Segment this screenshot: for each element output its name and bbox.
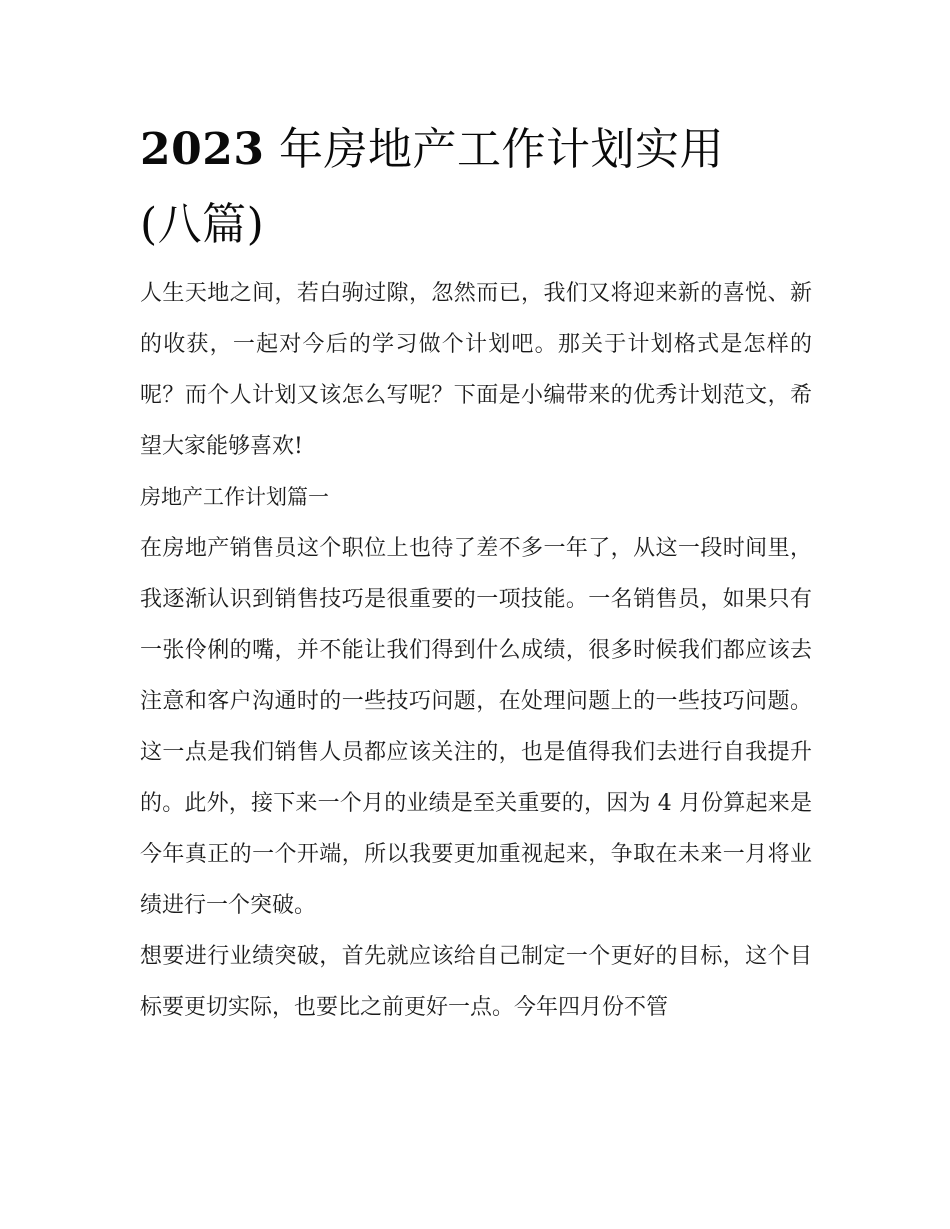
document-title	[140, 112, 812, 262]
title-year: 2023	[140, 124, 265, 175]
intro-paragraph: 人生天地之间，若白驹过隙，忽然而已，我们又将迎来新的喜悦、新的收获，一起对今后的学习做个计划吧。那关于计划格式是怎样的呢？而个人计划又该怎么写呢？下面是小编带来的优秀计划范文，希望大家能够喜欢!	[140, 281, 812, 459]
title-line-2: (八篇)	[140, 199, 265, 250]
body-paragraph-2: 想要进行业绩突破，首先就应该给自己制定一个更好的目标，这个目标要更切实际，也要比之前更好一点。今年四月份不管	[140, 944, 812, 1020]
title-line-1	[140, 112, 812, 187]
document-body	[140, 268, 812, 1033]
body-paragraph-1: 在房地产销售员这个职位上也待了差不多一年了，从这一段时间里，我逐渐认识到销售技巧是很重要的一项技能。一名销售员，如果只有一张伶俐的嘴，并不能让我们得到什么成绩，很多时候我们都应该去注意和客户沟通时的一些技巧问题，在处理问题上的一些技巧问题。这一点是我们销售人员都应该关注的，也是值得我们去进行自我提升的。此外，接下来一个月的业绩是至关重要的，因为 4 月份算起来是今年真正的一个开端，所以我要更加重视起来，争取在未来一月将业绩进行一个突破。	[140, 536, 812, 918]
title-text: 年房地产工作计划实用	[264, 124, 724, 175]
document-content	[140, 112, 812, 1033]
section-heading: 房地产工作计划篇一	[140, 485, 329, 509]
